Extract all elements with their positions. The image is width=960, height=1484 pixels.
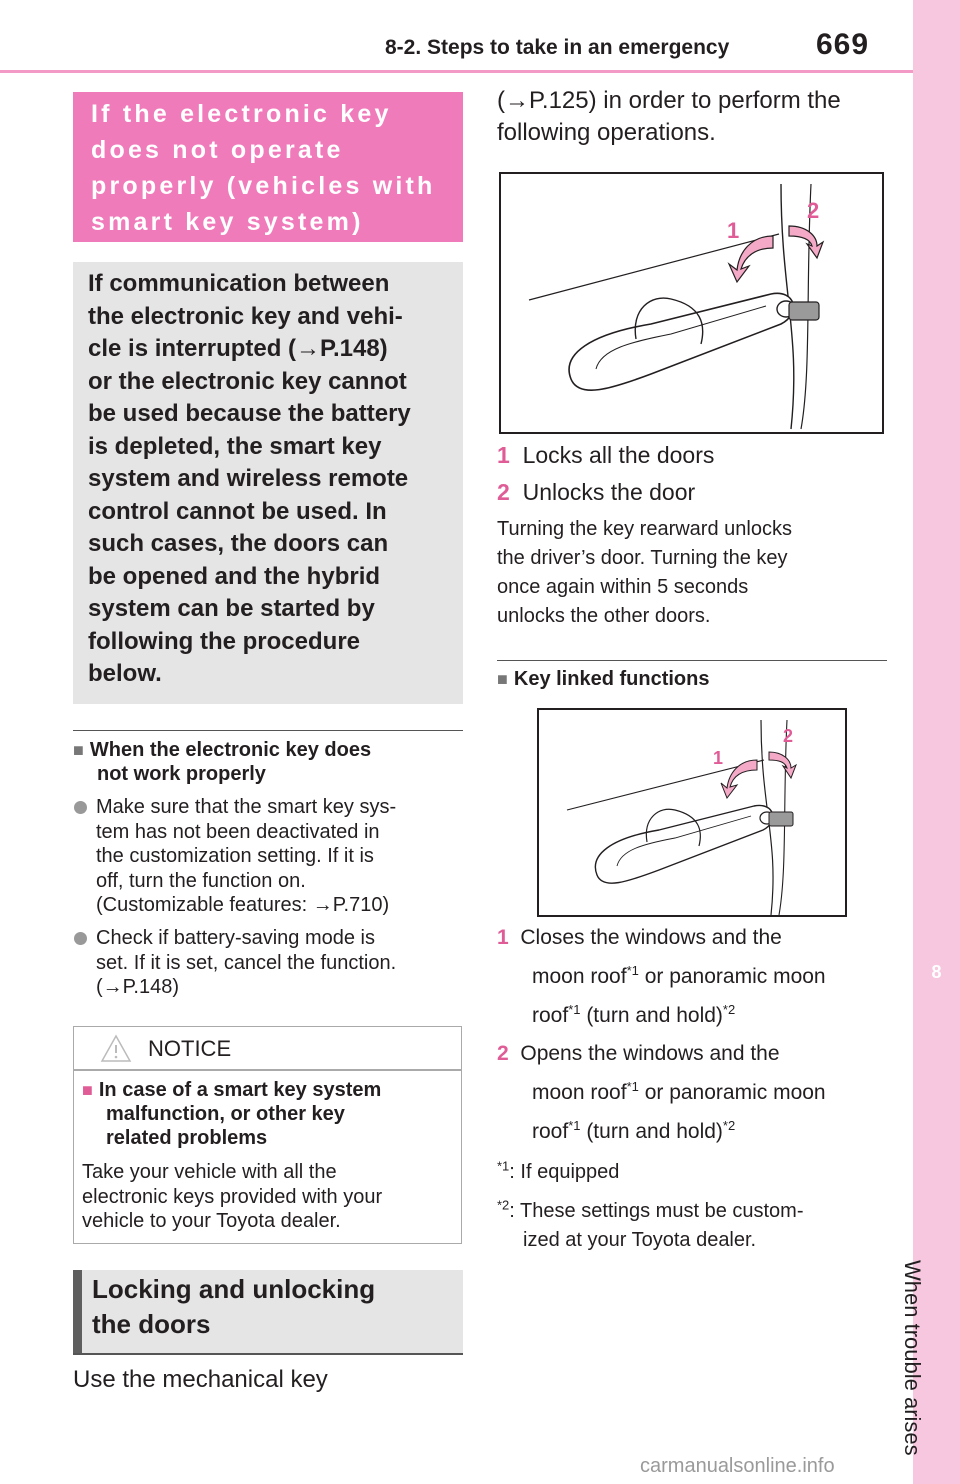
door-handle-figure-2 xyxy=(537,708,847,917)
warning-triangle-icon xyxy=(100,1034,132,1064)
subheading: ■ When the electronic key does not work properly xyxy=(73,739,372,785)
bullet-dot xyxy=(74,932,87,945)
door-handle-key-illustration xyxy=(501,174,882,432)
pink-section-heading xyxy=(73,92,463,242)
pink-heading-text: If the electronic key does not operate properly (vehicles with smart key system) xyxy=(91,100,436,236)
subsection-rule xyxy=(73,730,463,731)
subsection-rule-right xyxy=(497,660,887,661)
item-1-2: 2 Unlocks the door xyxy=(497,479,696,505)
footnote-1: $^{*1}$: If equipped xyxy=(497,1158,620,1183)
body-text-continuation: (→P.125) in order to perform the following operations. xyxy=(497,87,841,146)
item-2-2: 2 Opens the windows and the moon roof$^{*1}$ or panoramic moon roof$^{*1}$ (turn and hold)$^{*2}$ xyxy=(497,1042,826,1143)
unlock-note: Turning the key rearward unlocks the driver’s door. Turning the key once again within 5 seconds unlocks the other doors. xyxy=(497,518,792,627)
bullet-2: Check if battery-saving mode is set. If it is set, cancel the function. (→P.148) xyxy=(96,927,397,998)
footnote-2: $^{*2}$: These settings must be custom- ized at your Toyota dealer. xyxy=(497,1197,804,1251)
body-text-start: Use the mechanical key xyxy=(73,1366,328,1393)
notice-label: NOTICE xyxy=(148,1036,232,1061)
figure1-label-2: 2 xyxy=(807,198,820,223)
key-linked-heading: ■ Key linked functions xyxy=(497,668,710,690)
figure2-label-1: 1 xyxy=(713,748,724,768)
locking-heading-text: Locking and unlocking the doors xyxy=(92,1274,376,1339)
item-1-1: 1 Locks all the doors xyxy=(497,442,715,468)
bullet-dot xyxy=(74,801,87,814)
item-2-1: 1 Closes the windows and the moon roof$^{*1}$ or panoramic moon roof$^{*1}$ (turn and hold)$^{*2}$ xyxy=(497,926,826,1027)
figure2-label-2: 2 xyxy=(783,726,794,746)
notice-heading: ■ In case of a smart key system malfunction, or other key related problems xyxy=(82,1079,382,1149)
notice-body: Take your vehicle with all the electronic keys provided with your vehicle to your Toyota dealer. xyxy=(82,1161,383,1232)
chapter-title: When trouble arises xyxy=(900,1260,925,1456)
bullet-1: Make sure that the smart key sys- tem has not been deactivated in the customization setting. If it is off, turn the function on. (Customizable features: →P.710) xyxy=(96,796,397,916)
watermark: carmanualsonline.info xyxy=(640,1455,835,1477)
door-handle-figure-1 xyxy=(499,172,884,434)
locking-section-heading xyxy=(73,1270,463,1354)
header-rule xyxy=(0,70,913,73)
heading-underline xyxy=(73,1353,463,1355)
notice-divider xyxy=(73,1069,462,1071)
section-title: 8-2. Steps to take in an emergency xyxy=(385,36,730,59)
page-number: 669 xyxy=(816,28,870,61)
door-handle-key-illustration xyxy=(539,710,845,915)
figure1-label-1: 1 xyxy=(727,218,740,243)
intro-panel xyxy=(73,262,463,704)
intro-text: If communication between the electronic key and vehi- cle is interrupted (→P.148) or the electronic key cannot be used because the battery is depleted, the smart key system and wireless remote control cannot be used. In such cases, the doors can be opened and the hybrid system can be started by following the procedure below. xyxy=(88,270,411,687)
heading-bar xyxy=(73,1270,82,1354)
chapter-number: 8 xyxy=(931,962,942,982)
